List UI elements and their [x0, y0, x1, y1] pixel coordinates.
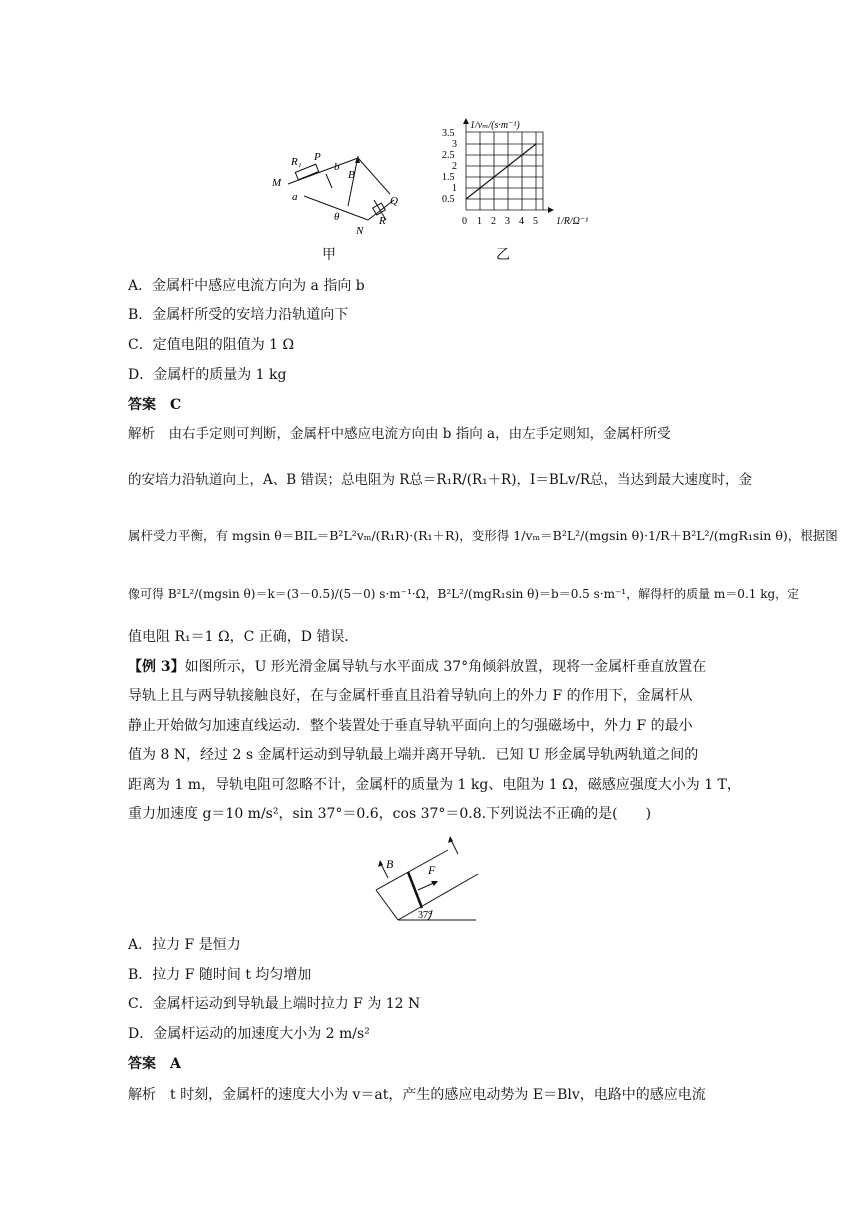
answer-q3: 答案 A — [128, 1056, 181, 1072]
incline-rail-diagram — [368, 832, 488, 928]
option-b: B．金属杆所受的安培力沿轨道向下 — [128, 307, 349, 323]
label-r: R — [379, 215, 386, 227]
solution-line: 解析 由右手定则可判断，金属杆中感应电流方向由 b 指向 a，由左手定则知，金属杆所受 — [128, 426, 671, 442]
ytick: 0.5 — [442, 194, 455, 205]
xtick: 5 — [533, 216, 538, 227]
rail-circuit-diagram — [268, 148, 408, 240]
example3-line: 导轨上且与两导轨接触良好，在与金属杆垂直且沿着导轨向上的外力 F 的作用下，金属杆从 — [128, 688, 693, 704]
option-a: A．金属杆中感应电流方向为 a 指向 b — [128, 278, 365, 294]
label-angle: 37° — [418, 910, 432, 921]
option-a: A．拉力 F 是恒力 — [128, 937, 241, 953]
label-force: F — [428, 863, 436, 877]
example3-line: 重力加速度 g＝10 m/s²，sin 37°＝0.6，cos 37°＝0.8.下列说法不正确的是( ) — [128, 806, 652, 822]
xtick: 2 — [491, 216, 496, 227]
ytick: 1 — [452, 183, 457, 194]
example3-line: 静止开始做匀加速直线运动．整个装置处于垂直导轨平面向上的匀强磁场中，外力 F 的最小 — [128, 718, 693, 734]
ytick: 2.5 — [442, 150, 455, 161]
inverse-velocity-graph — [436, 110, 622, 242]
ytick: 3 — [452, 139, 457, 150]
graph-y-label: 1/vₘ/(s·m⁻¹) — [470, 120, 520, 131]
example3-text: 如图所示，U 形光滑金属导轨与水平面成 37°角倾斜放置，现将一金属杆垂直放置在 — [184, 659, 707, 675]
label-p: P — [314, 151, 321, 163]
option-d: D．金属杆运动的加速度大小为 2 m/s² — [128, 1026, 370, 1042]
label-a: a — [292, 191, 298, 203]
xtick: 0 — [462, 216, 467, 227]
option-d: D．金属杆的质量为 1 kg — [128, 367, 287, 383]
label-n: N — [356, 225, 364, 237]
solution-line: 属杆受力平衡，有 mgsin θ＝BIL＝B²L²vₘ/(R₁R)·(R₁＋R)，变形得 1/vₘ＝B²L²/(mgsin θ)·1/R＋B²L²/(mgR₁sin θ)，根据图 — [128, 528, 838, 543]
ytick: 2 — [452, 161, 457, 172]
ytick: 1.5 — [442, 172, 455, 183]
xtick: 4 — [519, 216, 524, 227]
label-r1: R₁ — [291, 156, 302, 168]
option-c: C．金属杆运动到导轨最上端时拉力 F 为 12 N — [128, 996, 421, 1012]
solution-line: 值电阻 R₁＝1 Ω，C 正确，D 错误． — [128, 629, 359, 645]
label-m: M — [272, 177, 282, 189]
option-c: C．定值电阻的阻值为 1 Ω — [128, 337, 295, 353]
label-b-field: B — [386, 857, 394, 871]
label-theta: θ — [334, 211, 340, 223]
example3-line: 距离为 1 m，导轨电阻可忽略不计，金属杆的质量为 1 kg、电阻为 1 Ω，磁感应强度大小为 1 T， — [128, 777, 741, 793]
solution-line: 的安培力沿轨道向上，A、B 错误；总电阻为 R总＝R₁R/(R₁＋R)，I＝BLv/R总，当达到最大速度时，金 — [128, 472, 753, 488]
caption-yi: 乙 — [496, 247, 510, 263]
solution-line: 解析 t 时刻，金属杆的速度大小为 v＝at，产生的感应电动势为 E＝Blv，电路中的感应电流 — [128, 1087, 706, 1103]
example3-line — [128, 657, 734, 677]
graph-x-label: 1/R/Ω⁻¹ — [556, 216, 589, 227]
xtick: 1 — [477, 216, 482, 227]
label-b-field: B — [348, 169, 355, 181]
ytick: 3.5 — [442, 128, 455, 139]
label-q: Q — [390, 195, 398, 207]
answer-q2: 答案 C — [128, 397, 182, 413]
label-b: b — [334, 161, 340, 173]
option-b: B．拉力 F 随时间 t 均匀增加 — [128, 967, 312, 983]
solution-line: 像可得 B²L²/(mgsin θ)＝k＝(3－0.5)/(5－0) s·m⁻¹·Ω，B²L²/(mgR₁sin θ)＝b＝0.5 s·m⁻¹，解得杆的质量 m＝0.1 kg，定 — [128, 587, 800, 601]
xtick: 3 — [505, 216, 510, 227]
example3-line: 值为 8 N，经过 2 s 金属杆运动到导轨最上端并离开导轨．已知 U 形金属导轨两轨道之间的 — [128, 747, 699, 763]
example-tag: 【例 3】 — [128, 659, 185, 675]
caption-jia: 甲 — [322, 247, 336, 263]
